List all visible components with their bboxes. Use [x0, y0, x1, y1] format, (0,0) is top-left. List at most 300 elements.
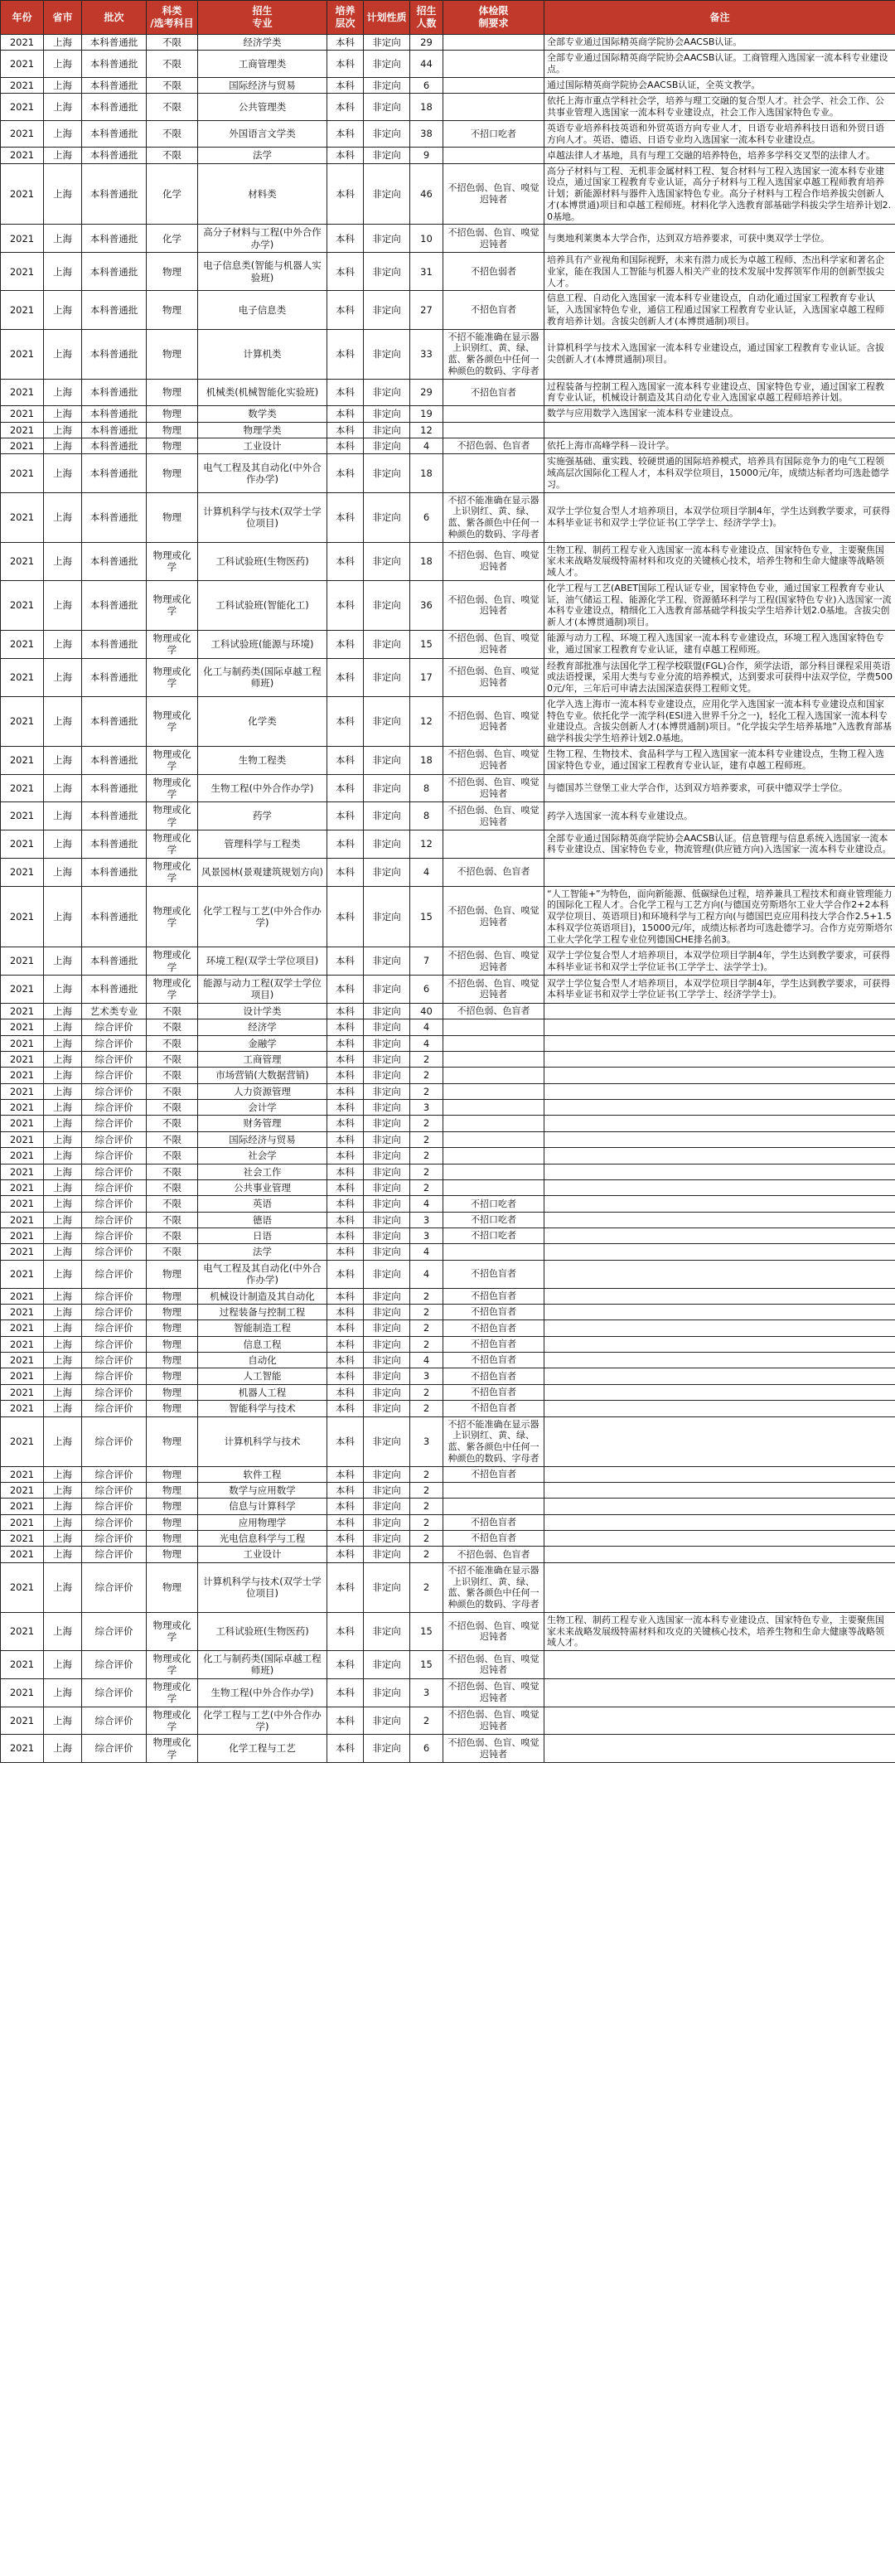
- cell-notes: 全部专业通过国际精英商学院协会AACSB认证。工商管理入选国家一流本科专业建设点。: [544, 51, 895, 78]
- cell-batch: 综合评价: [82, 1531, 147, 1547]
- cell-batch: 综合评价: [82, 1148, 147, 1164]
- cell-major: 国际经济与贸易: [198, 1131, 327, 1147]
- cell-major: 法学: [198, 148, 327, 163]
- cell-health: 不招口吃者: [443, 1212, 544, 1227]
- cell-count: 4: [410, 1353, 443, 1368]
- cell-province: 上海: [44, 1466, 82, 1482]
- cell-year: 2021: [1, 438, 44, 453]
- cell-count: 9: [410, 148, 443, 163]
- cell-notes: [544, 858, 895, 886]
- cell-year: 2021: [1, 1244, 44, 1260]
- cell-subject: 物理或化学: [147, 830, 198, 859]
- cell-subject: 不限: [147, 1003, 198, 1019]
- cell-province: 上海: [44, 830, 82, 859]
- cell-count: 12: [410, 830, 443, 859]
- cell-notes: 高分子材料与工程、无机非金属材料工程、复合材料与工程入选国家一流本科专业建设点，通过国家工程教育专业认证，高分子材料与工程入选国家卓越工程师教育培养计划；新能源材料与器件入选国家特色专业。高分子材料与工程合作培养拔尖创新人才(本博贯通)项目和卓越工程师班。材料化学入选教育部基础学科拔尖学生培养计划2.0基地。: [544, 163, 895, 225]
- cell-major: 工科试验班(生物医药): [198, 1612, 327, 1650]
- cell-level: 本科: [327, 492, 364, 542]
- cell-province: 上海: [44, 1164, 82, 1179]
- cell-plan-type: 非定向: [364, 120, 410, 148]
- cell-year: 2021: [1, 1116, 44, 1131]
- cell-plan-type: 非定向: [364, 1466, 410, 1482]
- cell-level: 本科: [327, 291, 364, 329]
- cell-batch: 综合评价: [82, 1100, 147, 1116]
- table-row: [1, 1288, 895, 1304]
- cell-level: 本科: [327, 51, 364, 78]
- cell-health: [443, 1164, 544, 1179]
- cell-count: 4: [410, 1244, 443, 1260]
- cell-batch: 综合评价: [82, 1179, 147, 1195]
- cell-subject: 不限: [147, 1100, 198, 1116]
- cell-plan-type: 非定向: [364, 1547, 410, 1562]
- header-subject: 科类 /选考科目: [147, 1, 198, 35]
- cell-level: 本科: [327, 94, 364, 121]
- table-row: [1, 1401, 895, 1416]
- cell-subject: 物理或化学: [147, 976, 198, 1004]
- cell-level: 本科: [327, 329, 364, 379]
- cell-health: 不招色弱、色盲、嗅觉迟钝者: [443, 163, 544, 225]
- cell-health: 不招色盲者: [443, 1304, 544, 1319]
- cell-count: 2: [410, 1320, 443, 1336]
- cell-batch: 本科普通批: [82, 858, 147, 886]
- cell-subject: 物理: [147, 1336, 198, 1352]
- cell-batch: 综合评价: [82, 1499, 147, 1514]
- cell-level: 本科: [327, 1035, 364, 1051]
- cell-major: 工业设计: [198, 1547, 327, 1562]
- cell-major: 光电信息科学与工程: [198, 1531, 327, 1547]
- cell-notes: [544, 1179, 895, 1195]
- cell-plan-type: 非定向: [364, 1019, 410, 1035]
- table-row: [1, 1368, 895, 1384]
- cell-province: 上海: [44, 329, 82, 379]
- cell-health: [443, 454, 544, 492]
- cell-notes: [544, 1260, 895, 1288]
- cell-plan-type: 非定向: [364, 1735, 410, 1763]
- cell-batch: 本科普通批: [82, 947, 147, 976]
- cell-count: 2: [410, 1499, 443, 1514]
- cell-year: 2021: [1, 696, 44, 746]
- cell-notes: 生物工程、制药工程专业入选国家一流本科专业建设点、国家特色专业，主要聚焦国家未来战略发展级特需材料和攻克的关键核心技术，培养生物和生命大健康等战略领域人才。: [544, 542, 895, 580]
- cell-notes: “人工智能+”为特色，面向新能源、低碳绿色过程，培养兼具工程技术和商业管理能力的国际化工程人才。合化学工程与工艺方向(与德国克劳斯塔尔工业大学合作2+2本科双学位项目、英语项目)和环境科学与工程方向(与德国巴克应用科技大学合作2.5+1.5本科双学位英语项目)，15000元/年，成绩达标者均可选赴德学习。合作方克劳斯塔尔工业大学化学工程专业位列德国CHE排名前3。: [544, 886, 895, 947]
- table-row: [1, 438, 895, 453]
- cell-health: 不招色盲者: [443, 379, 544, 406]
- cell-notes: 英语专业培养科技英语和外贸英语方向专业人才，日语专业培养科技日语和外贸日语方向人才。英语、德语、日语专业均入选国家一流本科专业建设点。: [544, 120, 895, 148]
- cell-health: 不招色弱、色盲、嗅觉迟钝者: [443, 774, 544, 802]
- cell-health: 不招色弱者: [443, 253, 544, 291]
- table-row: [1, 746, 895, 774]
- cell-batch: 本科普通批: [82, 658, 147, 696]
- cell-plan-type: 非定向: [364, 1244, 410, 1260]
- cell-plan-type: 非定向: [364, 630, 410, 658]
- cell-major: 德语: [198, 1212, 327, 1227]
- cell-health: 不招色盲者: [443, 1260, 544, 1288]
- cell-major: 机械类(机械智能化实验班): [198, 379, 327, 406]
- cell-count: 4: [410, 438, 443, 453]
- cell-province: 上海: [44, 1612, 82, 1650]
- cell-health: 不招色盲者: [443, 1288, 544, 1304]
- cell-major: 工商管理类: [198, 51, 327, 78]
- table-row: [1, 1320, 895, 1336]
- cell-health: 不招色弱、色盲、嗅觉迟钝者: [443, 1651, 544, 1679]
- table-row: [1, 1019, 895, 1035]
- cell-batch: 本科普通批: [82, 120, 147, 148]
- cell-health: 不招色弱、色盲、嗅觉迟钝者: [443, 976, 544, 1004]
- cell-major: 生物工程类: [198, 746, 327, 774]
- cell-year: 2021: [1, 1320, 44, 1336]
- cell-subject: 物理或化学: [147, 802, 198, 830]
- cell-level: 本科: [327, 746, 364, 774]
- table-row: [1, 1212, 895, 1227]
- table-row: [1, 886, 895, 947]
- cell-year: 2021: [1, 630, 44, 658]
- table-row: [1, 1336, 895, 1352]
- table-row: [1, 1260, 895, 1288]
- cell-major: 外国语言文学类: [198, 120, 327, 148]
- cell-batch: 综合评价: [82, 1368, 147, 1384]
- cell-notes: 全部专业通过国际精英商学院协会AACSB认证。信息管理与信息系统入选国家一流本科专业建设点、国家特色专业，物流管理(供应链方向)入选国家一流本科专业建设点。: [544, 830, 895, 859]
- cell-level: 本科: [327, 438, 364, 453]
- table-row: [1, 1735, 895, 1763]
- cell-year: 2021: [1, 1260, 44, 1288]
- cell-subject: 物理或化学: [147, 746, 198, 774]
- cell-subject: 不限: [147, 51, 198, 78]
- cell-major: 化工与制药类(国际卓越工程师班): [198, 658, 327, 696]
- cell-level: 本科: [327, 1083, 364, 1099]
- table-row: [1, 1035, 895, 1051]
- cell-plan-type: 非定向: [364, 696, 410, 746]
- cell-year: 2021: [1, 947, 44, 976]
- cell-plan-type: 非定向: [364, 406, 410, 422]
- cell-health: 不招不能准确在显示器上识别红、黄、绿、蓝、紫各颜色中任何一种颜色的数码、字母者: [443, 1562, 544, 1612]
- cell-level: 本科: [327, 1051, 364, 1067]
- cell-health: 不招色盲者: [443, 1320, 544, 1336]
- cell-notes: [544, 1244, 895, 1260]
- cell-year: 2021: [1, 774, 44, 802]
- cell-year: 2021: [1, 976, 44, 1004]
- cell-batch: 本科普通批: [82, 976, 147, 1004]
- table-row: [1, 35, 895, 51]
- cell-year: 2021: [1, 1612, 44, 1650]
- cell-year: 2021: [1, 1416, 44, 1466]
- cell-subject: 物理: [147, 422, 198, 438]
- cell-level: 本科: [327, 1401, 364, 1416]
- cell-year: 2021: [1, 1288, 44, 1304]
- cell-batch: 本科普通批: [82, 422, 147, 438]
- table-row: [1, 1612, 895, 1650]
- cell-year: 2021: [1, 225, 44, 253]
- cell-batch: 本科普通批: [82, 329, 147, 379]
- cell-count: 2: [410, 1304, 443, 1319]
- cell-batch: 综合评价: [82, 1707, 147, 1735]
- cell-province: 上海: [44, 696, 82, 746]
- cell-level: 本科: [327, 1228, 364, 1244]
- cell-province: 上海: [44, 438, 82, 453]
- cell-count: 36: [410, 580, 443, 630]
- header-major: 招生 专业: [198, 1, 327, 35]
- cell-count: 18: [410, 542, 443, 580]
- cell-health: [443, 1482, 544, 1498]
- cell-plan-type: 非定向: [364, 1304, 410, 1319]
- cell-subject: 不限: [147, 1164, 198, 1179]
- cell-count: 8: [410, 774, 443, 802]
- cell-level: 本科: [327, 1116, 364, 1131]
- cell-province: 上海: [44, 630, 82, 658]
- cell-level: 本科: [327, 1260, 364, 1288]
- cell-plan-type: 非定向: [364, 1003, 410, 1019]
- table-row: [1, 1304, 895, 1319]
- cell-notes: 信息工程、自动化入选国家一流本科专业建设点，自动化通过国家工程教育专业认证，入选国家特色专业，通信工程通过国家工程教育专业认证，入选国家卓越工程师教育培养计划。含拔尖创新人才(本博贯通制)项目。: [544, 291, 895, 329]
- cell-notes: 双学士学位复合型人才培养项目，本双学位项目学制4年，学生达到教学要求，可获得本科毕业证书和双学士学位证书(工学学士、经济学学士)。: [544, 976, 895, 1004]
- cell-subject: 不限: [147, 1212, 198, 1227]
- cell-province: 上海: [44, 120, 82, 148]
- cell-batch: 综合评价: [82, 1212, 147, 1227]
- cell-year: 2021: [1, 542, 44, 580]
- cell-health: 不招口吃者: [443, 1196, 544, 1212]
- cell-province: 上海: [44, 422, 82, 438]
- cell-notes: [544, 1707, 895, 1735]
- cell-subject: 不限: [147, 77, 198, 93]
- cell-major: 智能制造工程: [198, 1320, 327, 1336]
- cell-major: 电子信息类(智能与机器人实验班): [198, 253, 327, 291]
- cell-subject: 物理: [147, 1384, 198, 1400]
- cell-count: 29: [410, 35, 443, 51]
- cell-level: 本科: [327, 1068, 364, 1083]
- cell-year: 2021: [1, 658, 44, 696]
- table-row: [1, 1707, 895, 1735]
- cell-province: 上海: [44, 163, 82, 225]
- cell-year: 2021: [1, 406, 44, 422]
- cell-plan-type: 非定向: [364, 291, 410, 329]
- cell-year: 2021: [1, 94, 44, 121]
- cell-subject: 物理或化学: [147, 947, 198, 976]
- cell-notes: 生物工程、生物技术、食品科学与工程入选国家一流本科专业建设点，生物工程入选国家特色专业，通过国家工程教育专业认证，建有卓越工程师班。: [544, 746, 895, 774]
- cell-level: 本科: [327, 774, 364, 802]
- cell-subject: 不限: [147, 1244, 198, 1260]
- cell-health: 不招色弱、色盲、嗅觉迟钝者: [443, 1612, 544, 1650]
- cell-count: 4: [410, 1196, 443, 1212]
- cell-batch: 综合评价: [82, 1336, 147, 1352]
- cell-year: 2021: [1, 1304, 44, 1319]
- cell-health: 不招色盲者: [443, 1336, 544, 1352]
- cell-province: 上海: [44, 1320, 82, 1336]
- cell-plan-type: 非定向: [364, 148, 410, 163]
- table-row: [1, 658, 895, 696]
- cell-batch: 本科普通批: [82, 830, 147, 859]
- cell-plan-type: 非定向: [364, 35, 410, 51]
- cell-province: 上海: [44, 542, 82, 580]
- cell-major: 英语: [198, 1196, 327, 1212]
- cell-plan-type: 非定向: [364, 1260, 410, 1288]
- cell-plan-type: 非定向: [364, 1196, 410, 1212]
- cell-subject: 物理或化学: [147, 630, 198, 658]
- cell-major: 工科试验班(能源与环境): [198, 630, 327, 658]
- cell-count: 19: [410, 406, 443, 422]
- cell-notes: [544, 1212, 895, 1227]
- cell-level: 本科: [327, 1612, 364, 1650]
- cell-count: 4: [410, 858, 443, 886]
- cell-province: 上海: [44, 1304, 82, 1319]
- cell-health: 不招色盲者: [443, 1368, 544, 1384]
- cell-level: 本科: [327, 1148, 364, 1164]
- cell-batch: 本科普通批: [82, 225, 147, 253]
- cell-subject: 物理: [147, 1499, 198, 1514]
- cell-level: 本科: [327, 1179, 364, 1195]
- cell-major: 化学工程与工艺: [198, 1735, 327, 1763]
- cell-batch: 综合评价: [82, 1116, 147, 1131]
- cell-subject: 物理: [147, 1353, 198, 1368]
- cell-subject: 物理: [147, 1466, 198, 1482]
- table-row: [1, 1562, 895, 1612]
- cell-subject: 不限: [147, 1068, 198, 1083]
- cell-subject: 物理或化学: [147, 1735, 198, 1763]
- cell-health: 不招不能准确在显示器上识别红、黄、绿、蓝、紫各颜色中任何一种颜色的数码、字母者: [443, 329, 544, 379]
- cell-year: 2021: [1, 746, 44, 774]
- cell-year: 2021: [1, 1035, 44, 1051]
- cell-notes: [544, 1003, 895, 1019]
- cell-level: 本科: [327, 1288, 364, 1304]
- table-row: [1, 1651, 895, 1679]
- cell-major: 数学与应用数学: [198, 1482, 327, 1498]
- cell-level: 本科: [327, 225, 364, 253]
- cell-level: 本科: [327, 1019, 364, 1035]
- cell-notes: [544, 1353, 895, 1368]
- cell-subject: 物理: [147, 1416, 198, 1466]
- cell-batch: 本科普通批: [82, 94, 147, 121]
- cell-count: 10: [410, 225, 443, 253]
- cell-notes: [544, 422, 895, 438]
- cell-province: 上海: [44, 1179, 82, 1195]
- cell-level: 本科: [327, 379, 364, 406]
- cell-notes: [544, 1678, 895, 1707]
- cell-notes: [544, 1482, 895, 1498]
- cell-major: 设计学类: [198, 1003, 327, 1019]
- cell-count: 40: [410, 1003, 443, 1019]
- cell-plan-type: 非定向: [364, 1416, 410, 1466]
- cell-subject: 不限: [147, 1228, 198, 1244]
- cell-province: 上海: [44, 1384, 82, 1400]
- cell-health: [443, 77, 544, 93]
- cell-plan-type: 非定向: [364, 1531, 410, 1547]
- cell-subject: 物理: [147, 1562, 198, 1612]
- cell-major: 公共管理类: [198, 94, 327, 121]
- cell-province: 上海: [44, 1148, 82, 1164]
- cell-level: 本科: [327, 1466, 364, 1482]
- cell-count: 4: [410, 1019, 443, 1035]
- cell-notes: 能源与动力工程、环境工程入选国家一流本科专业建设点，环境工程入选国家特色专业，通过国家工程教育专业认证，建有卓越工程师班。: [544, 630, 895, 658]
- table-row: [1, 1482, 895, 1498]
- table-row: [1, 379, 895, 406]
- table-row: [1, 630, 895, 658]
- table-row: [1, 542, 895, 580]
- table-row: [1, 1148, 895, 1164]
- cell-major: 计算机科学与技术: [198, 1416, 327, 1466]
- cell-major: 能源与动力工程(双学士学位项目): [198, 976, 327, 1004]
- cell-plan-type: 非定向: [364, 1164, 410, 1179]
- cell-count: 33: [410, 329, 443, 379]
- cell-year: 2021: [1, 1100, 44, 1116]
- cell-count: 3: [410, 1228, 443, 1244]
- cell-level: 本科: [327, 406, 364, 422]
- cell-major: 生物工程(中外合作办学): [198, 774, 327, 802]
- cell-year: 2021: [1, 1401, 44, 1416]
- cell-major: 物理学类: [198, 422, 327, 438]
- table-row: [1, 1531, 895, 1547]
- cell-notes: [544, 1068, 895, 1083]
- cell-major: 法学: [198, 1244, 327, 1260]
- cell-health: 不招色弱、色盲者: [443, 1003, 544, 1019]
- cell-count: 4: [410, 1035, 443, 1051]
- cell-batch: 综合评价: [82, 1260, 147, 1288]
- cell-year: 2021: [1, 1466, 44, 1482]
- cell-subject: 物理或化学: [147, 886, 198, 947]
- cell-batch: 综合评价: [82, 1131, 147, 1147]
- cell-notes: [544, 1416, 895, 1466]
- cell-notes: [544, 1288, 895, 1304]
- cell-subject: 物理: [147, 1514, 198, 1530]
- cell-province: 上海: [44, 858, 82, 886]
- cell-major: 计算机类: [198, 329, 327, 379]
- cell-count: 2: [410, 1547, 443, 1562]
- cell-year: 2021: [1, 830, 44, 859]
- cell-health: [443, 51, 544, 78]
- cell-year: 2021: [1, 802, 44, 830]
- cell-major: 社会工作: [198, 1164, 327, 1179]
- table-row: [1, 1499, 895, 1514]
- cell-notes: 化学工程与工艺(ABET国际工程认证专业，国家特色专业，通过国家工程教育专业认证，油气储运工程、能源化学工程、资源循环科学与工程(国家特色专业)入选国家一流本科专业建设点，精细化工入选教育部基础学科拔尖学生培养计划2.0基地。含拔尖创新人才(本博贯通制)项目。: [544, 580, 895, 630]
- cell-notes: [544, 1051, 895, 1067]
- cell-level: 本科: [327, 1416, 364, 1466]
- table-row: [1, 1466, 895, 1482]
- cell-subject: 物理或化学: [147, 858, 198, 886]
- cell-major: 应用物理学: [198, 1514, 327, 1530]
- cell-batch: 本科普通批: [82, 77, 147, 93]
- cell-year: 2021: [1, 1228, 44, 1244]
- cell-batch: 本科普通批: [82, 35, 147, 51]
- cell-health: 不招色盲者: [443, 1353, 544, 1368]
- cell-subject: 物理或化学: [147, 774, 198, 802]
- cell-health: [443, 1100, 544, 1116]
- cell-notes: [544, 1148, 895, 1164]
- table-row: [1, 1164, 895, 1179]
- cell-province: 上海: [44, 1514, 82, 1530]
- cell-notes: [544, 1083, 895, 1099]
- cell-health: 不招色弱、色盲、嗅觉迟钝者: [443, 886, 544, 947]
- cell-major: 环境工程(双学士学位项目): [198, 947, 327, 976]
- cell-batch: 本科普通批: [82, 542, 147, 580]
- cell-year: 2021: [1, 1735, 44, 1763]
- cell-year: 2021: [1, 886, 44, 947]
- cell-health: 不招不能准确在显示器上识别红、黄、绿、蓝、紫各颜色中任何一种颜色的数码、字母者: [443, 1416, 544, 1466]
- cell-batch: 本科普通批: [82, 696, 147, 746]
- cell-notes: [544, 1401, 895, 1416]
- cell-major: 机器人工程: [198, 1384, 327, 1400]
- cell-count: 2: [410, 1131, 443, 1147]
- cell-notes: [544, 1228, 895, 1244]
- cell-year: 2021: [1, 1707, 44, 1735]
- cell-count: 15: [410, 1651, 443, 1679]
- cell-plan-type: 非定向: [364, 1368, 410, 1384]
- table-row: [1, 492, 895, 542]
- cell-count: 12: [410, 696, 443, 746]
- cell-plan-type: 非定向: [364, 976, 410, 1004]
- cell-major: 化工与制药类(国际卓越工程师班): [198, 1651, 327, 1679]
- cell-notes: 经教育部批准与法国化学工程学校联盟(FGL)合作，须学法语，部分科目课程采用英语或法语授课，采用大类与专业分流的培养模式，达到要求可获得中法双学位，学费5000元/年，三年后可申请去法国深造获得工程师文凭。: [544, 658, 895, 696]
- cell-notes: [544, 1651, 895, 1679]
- cell-subject: 物理或化学: [147, 580, 198, 630]
- cell-level: 本科: [327, 253, 364, 291]
- cell-count: 18: [410, 454, 443, 492]
- cell-notes: 依托上海市重点学科社会学，培养与理工交融的复合型人才。社会学、社会工作、公共事业管理入选国家一流本科专业建设点，社会工作入选国家特色专业。: [544, 94, 895, 121]
